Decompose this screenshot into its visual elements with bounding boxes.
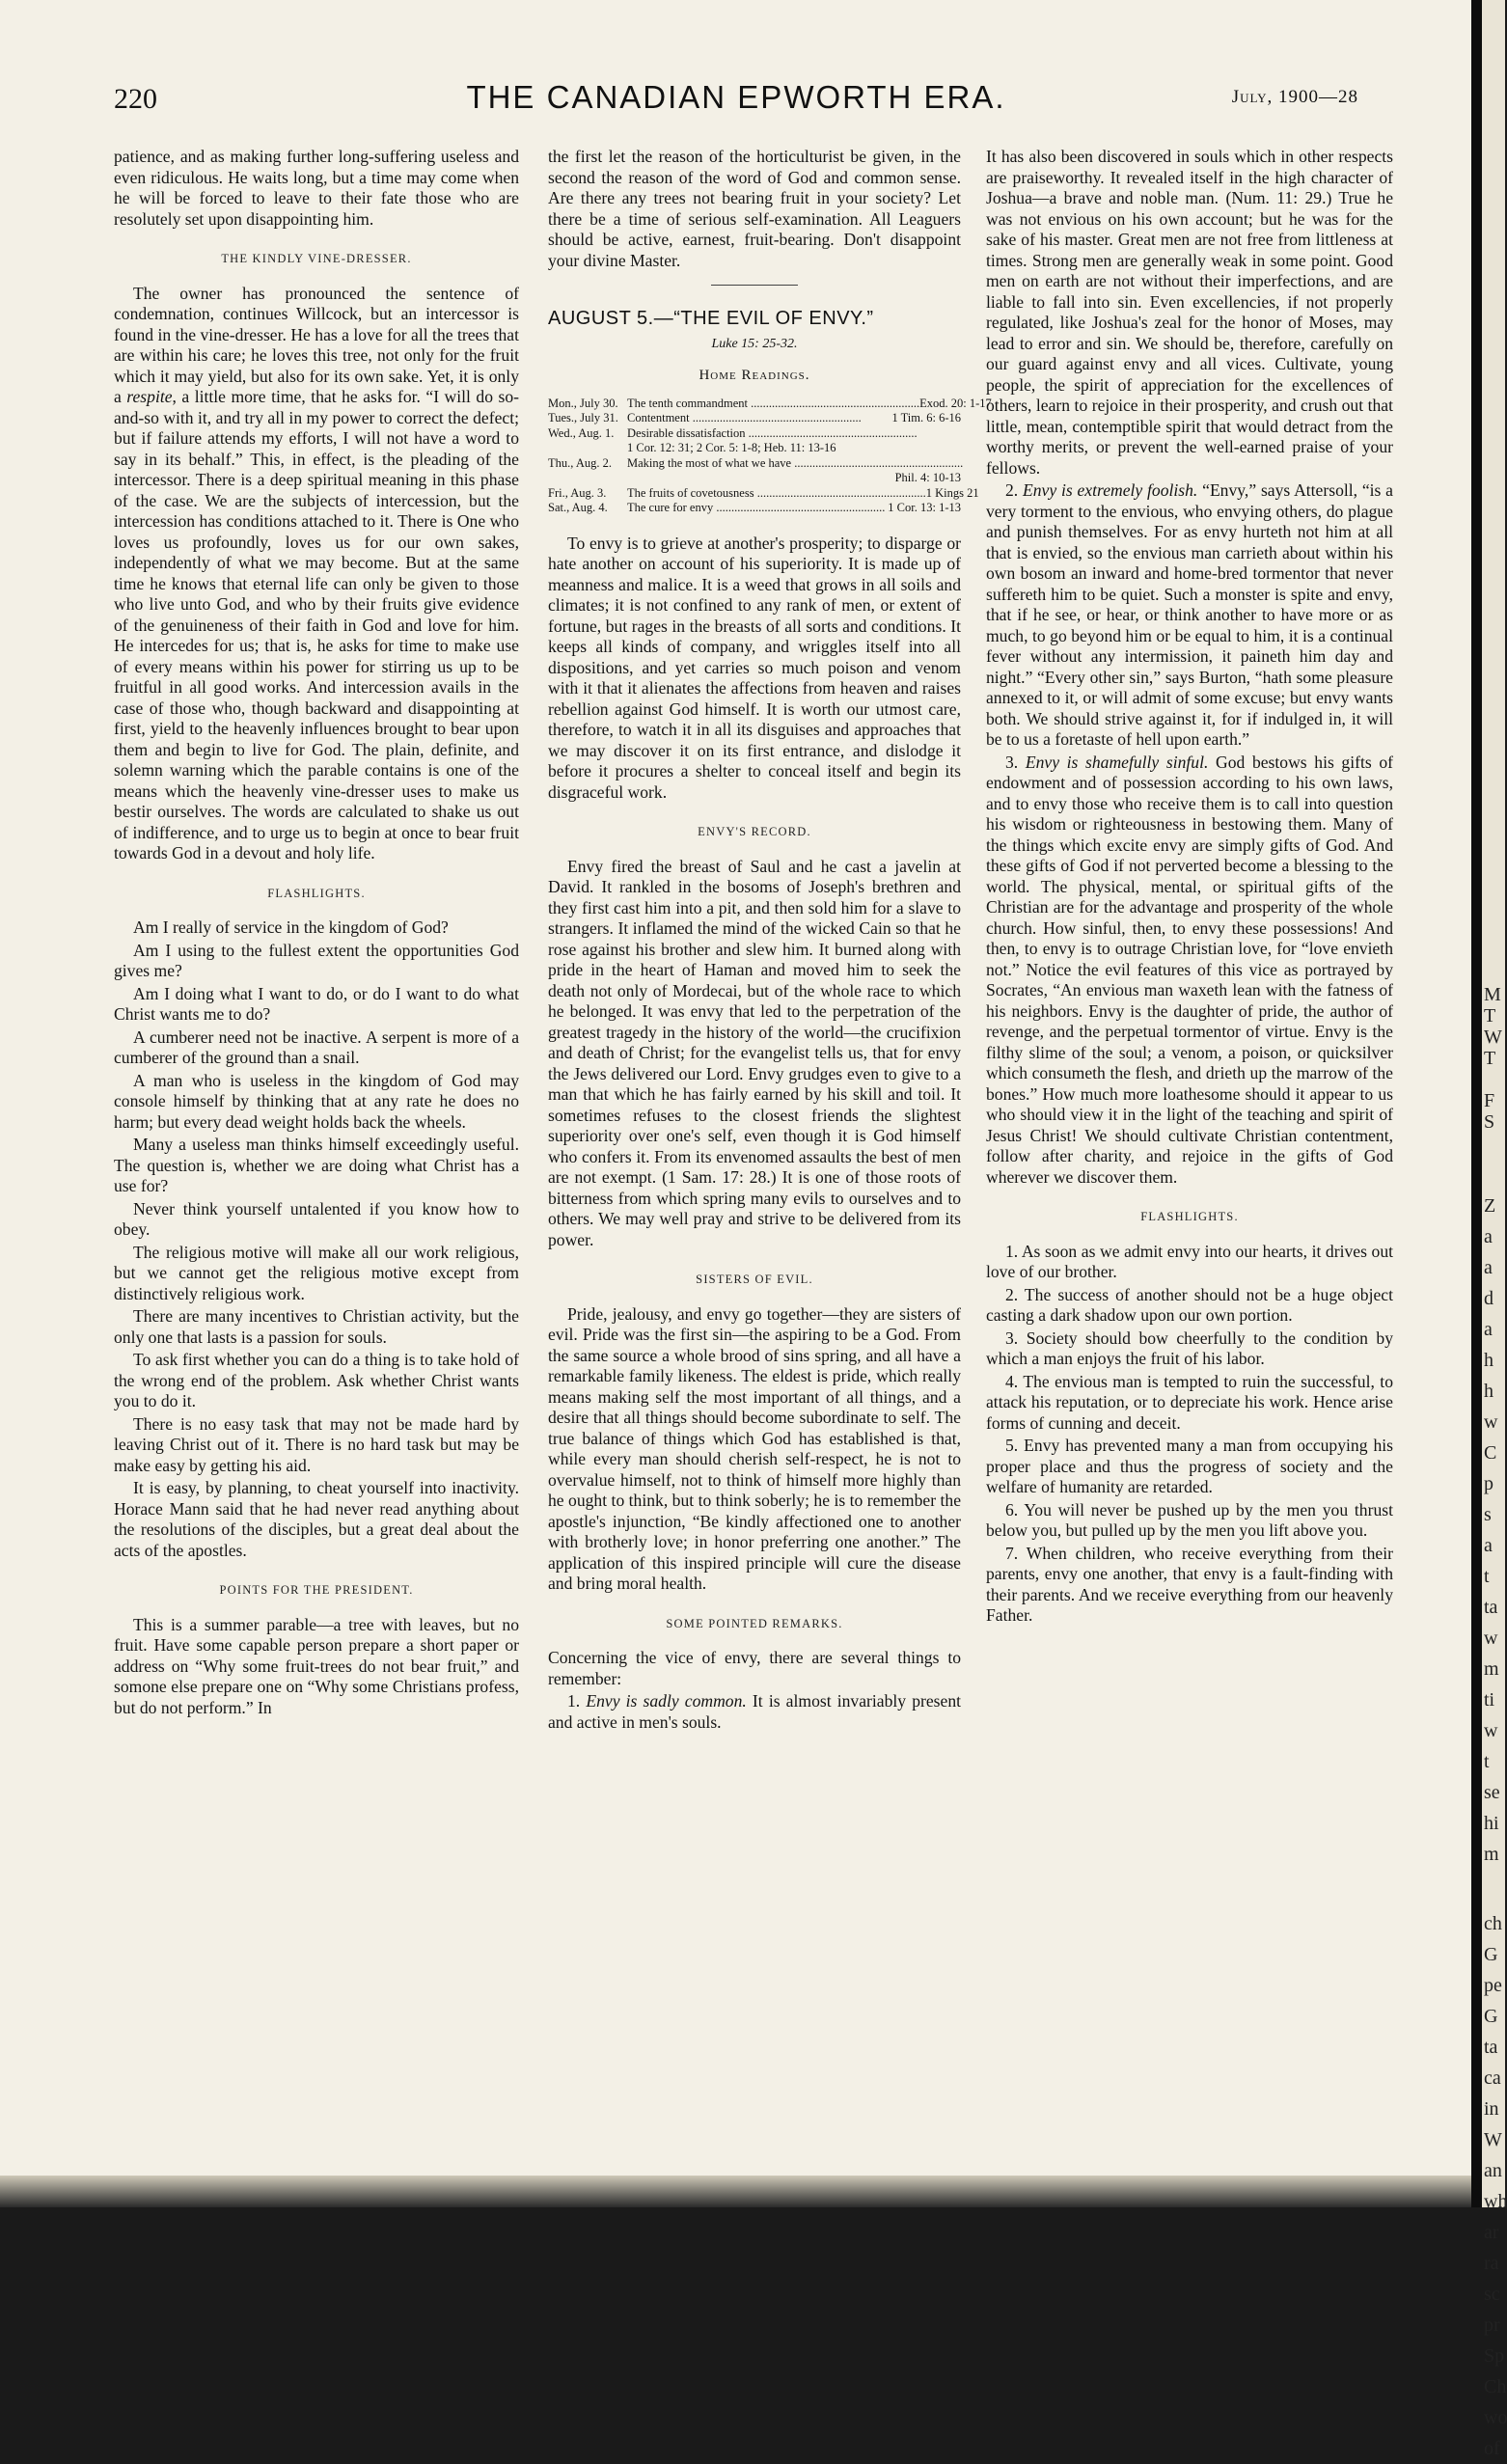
paragraph-remark-one: 1. Envy is sadly common. It is almost invariably present and active in men's souls. xyxy=(548,1691,961,1732)
section-heading-pointed-remarks: SOME POINTED REMARKS. xyxy=(666,1616,843,1630)
flashlight-item: There is no easy task that may not be made hard by leaving Christ out of it. There is no hard task but may be make easy by getting his aid. xyxy=(114,1413,519,1475)
paragraph-sisters-of-evil: Pride, jealousy, and envy go together—they are sisters of evil. Pride was the first sin—the aspiring to be a God. From the same source a whole brood of sins spring, and all have a remarkable family likeness. The eldest is pride, which really means making self the most important of all things, and a desire that all things should become subordinate to self. The true balance of things which God has established is that, while every man should cherish self-respect, he is not to overvalue himself, not to think of himself more highly than he ought to think, but to think soberly; he is to remember the apostle's injunction, “Be kindly affectioned one to another with brotherly love; in honor preferring one another.” The application of this inspired principle will cure the disease and bring moral health. xyxy=(548,1303,961,1593)
column-left xyxy=(114,147,519,1720)
flashlight-item: 2. The success of another should not be a huge object casting a dark shadow upon our own portion. xyxy=(986,1284,1393,1325)
flashlight-item: 4. The envious man is tempted to ruin the successful, to attack his reputation, or to depreciate his work. Hence arise forms of cunning and deceit. xyxy=(986,1371,1393,1433)
flashlight-item: It is easy, by planning, to cheat yourself into inactivity. Horace Mann said that he had never read anything about the resolutions of the disciples, but a great deal about the acts of the apostles. xyxy=(114,1478,519,1560)
section-heading-vine-dresser: THE KINDLY VINE-DRESSER. xyxy=(221,252,412,265)
section-heading-points-president: POINTS FOR THE PRESIDENT. xyxy=(219,1583,414,1597)
page-header xyxy=(114,75,1358,133)
issue-date: July, 1900—28 xyxy=(1231,87,1358,107)
paragraph-joshua: It has also been discovered in souls which in other respects are praiseworthy. It revealed itself in the high character of Joshua—a brave and noble man. (Num. 11: 29.) True he was not envious on his own account; but he was for the sake of his master. Great men are not free from littleness at times. Strong men are generally weak in some point. Good men on earth are not without their imperfections, and are liable to fall into sin. Even excellencies, if not properly regulated, like Joshua's zeal for the honor of Moses, may lead to error and sin. We should be, therefore, carefully on our guard against envy and all vices. Cultivate, young people, the spirit of appreciation for the excellences of others, learn to rejoice in their prosperity, and crush out that little, mean, contemptible spirit that would detract from the worthy merits, or prevent the well-earned praise of your fellows. xyxy=(986,147,1393,478)
flashlight-item: Am I doing what I want to do, or do I want to do what Christ wants me to do? xyxy=(114,983,519,1024)
flashlight-item: 3. Society should bow cheerfully to the condition by which a man enjoys the fruit of his labor. xyxy=(986,1328,1393,1368)
home-readings-heading: Home Readings. xyxy=(699,368,810,383)
flashlight-item: The religious motive will make all our work religious, but we cannot get the religious motive except from distinctively religious work. xyxy=(114,1242,519,1303)
paragraph-remark-two: 2. Envy is extremely foolish. “Envy,” says Attersoll, “is a very torment to the envious, who envying others, do plague and punish themselves. For as envy hurteth not him at all that is envied, so the envious man carrieth about within his own bosom an inward and home-bred tormentor that never suffereth him to be quiet. Such a monster is spite and envy, that if he see, or hear, or think another to have more or as much, to go beyond him or be equal to him, it is a continual fever without any intermission, it paineth him day and night.” “Every other sin,” says Burton, “hath some pleasure annexed to it, or will admit of some excuse; but envy wants both. We should strive against it, for if indulged in, it will be to us a foretaste of hell upon earth.” xyxy=(986,480,1393,749)
reading-row-continued: 1 Cor. 12: 31; 2 Cor. 5: 1-8; Heb. 11: 13-16 xyxy=(627,441,836,454)
divider-rule xyxy=(711,285,798,286)
reading-row: Thu., Aug. 2. Making the most of what we have ..... xyxy=(548,456,961,472)
section-heading-envys-record: ENVY'S RECORD. xyxy=(698,825,811,838)
section-heading-flashlights-two: FLASHLIGHTS. xyxy=(1140,1210,1239,1223)
paragraph-continued: the first let the reason of the horticulturist be given, in the second the reason of the word of God and common sense. Are there any trees not bearing fruit in your society? Let there be a time of serious self-examination. All Leaguers should be active, earnest, fruit-bearing. Don't disappoint your divine Master. xyxy=(548,147,961,270)
adjacent-page-fragment xyxy=(1482,0,1507,2459)
column-right xyxy=(986,147,1393,1629)
scripture-reference: Luke 15: 25-32. xyxy=(711,336,798,351)
flashlight-item: Am I using to the fullest extent the opportunities God gives me? xyxy=(114,940,519,980)
flashlight-item: Am I really of service in the kingdom of God? xyxy=(133,917,449,937)
adjacent-page-text: M T W T F S xyxy=(1484,984,1502,1133)
reading-row: Sat., Aug. 4. The cure for envy ..... 1 Cor. 13: 1-13 xyxy=(548,501,961,516)
adjacent-page-text: ch G pe G ta ca in W an wh ar ra sc pr Sp Ch wo of xyxy=(1484,1913,1507,2459)
flashlight-item: Many a useless man thinks himself exceedingly useful. The question is, whether we are doing what Christ has a use for? xyxy=(114,1135,519,1195)
section-heading-flashlights: FLASHLIGHTS. xyxy=(267,886,366,900)
reading-row: Tues., July 31. Contentment ..... 1 Tim. 6: 6-16 xyxy=(548,411,961,426)
flashlight-item: 7. When children, who receive everything from their parents, envy one another, that envy is a fault-finding with their parents. And we receive everything from our heavenly Father. xyxy=(986,1543,1393,1625)
paragraph-envys-record: Envy fired the breast of Saul and he cast a javelin at David. It rankled in the bosoms of Joseph's brethren and they first cast him into a pit, and then sold him for a slave to strangers. It inflamed the mind of the wicked Cain so that he rose against his brother and slew him. It burned along with pride in the heart of Haman and moved him to seek the death not only of Mordecai, but of the whole race to which he belonged. It was envy that led to the perpetration of the greatest tragedy in the history of the world—the crucifixion and death of Christ; for the evangelist tells us, that for envy the Jews delivered our Lord. Envy grudges even to give to a man that which he has fairly earned by his skill and toil. It sometimes refuses to the closest friends the slightest superiority over one's self, even though it is God himself who confers it. From its envenomed assaults the best of men are not exempt. (1 Sam. 17: 28.) It is one of those roots of bitterness from which spring many evils to ourselves and to others. We may well pray and strive to be delivered from its power. xyxy=(548,856,961,1249)
reading-row: Fri., Aug. 3. The fruits of covetousness ..... 1 Kings 21 xyxy=(548,486,961,502)
reading-row: Mon., July 30. The tenth commandment ..... Exod. 20: 1-17 xyxy=(548,397,961,412)
paragraph-remarks-intro: Concerning the vice of envy, there are several things to remember: xyxy=(548,1648,961,1688)
flashlight-item: A man who is useless in the kingdom of God may console himself by thinking that at any rate he does no harm; but every dead weight holds back the wheels. xyxy=(114,1070,519,1132)
home-readings-list xyxy=(548,396,992,516)
paragraph-points-president: This is a summer parable—a tree with leaves, but no fruit. Have some capable person prepare a short paper or address on “Why some fruit-trees do not bear fruit,” and somone else prepare one on “Why some Christians profess, but do not perform.” In xyxy=(114,1614,519,1717)
paragraph-intro: patience, and as making further long-suffering useless and even ridiculous. He waits long, but a time may come when he will be forced to leave to their fate those who are resolutely set upon disappointing him. xyxy=(114,147,519,229)
page-number: 220 xyxy=(114,83,157,115)
paragraph-vine-dresser: The owner has pronounced the sentence of condemnation, continues Willcock, but an intercessor is found in the vine-dresser. He has a love for all the trees that are within his care; he loves this tree, not only for the fruit which it may yield, but also for its own sake. Yet, it is only a respite, a little more time, that he asks for. “I will do so-and-so with it, and try all in my power to correct the defect; but if failure attends my efforts, I will not have a word to say in its behalf.” This, in effect, is the pleading of the intercessor. There is a deep spiritual meaning in this phase of the case. We are the subjects of intercession, but the intercession has conditions attached to it. There is One who loves us profoundly, loves us for our own sakes, independently of what we may become. But at the same time he knows that eternal life can only be given to those who live unto God, and who by their fruits give evidence of the genuineness of their faith in God and love for him. He intercedes for us; that is, he asks for time to make use of every means within his power for stirring us up to be fruitful in all good works. And intercession avails in the case of those who, though backward and disappointing at first, yield to the heavenly influences brought to bear upon them and begin to live for God. The plain, definite, and solemn warning which the parable contains is one of the means which the heavenly vine-dresser uses to make us bestir ourselves. The words are calculated to shake us out of indifference, and to urge us to begin at once to bear fruit towards God in a devout and holy life. xyxy=(114,283,519,862)
lesson-title: AUGUST 5.—“THE EVIL OF ENVY.” xyxy=(548,308,874,329)
paragraph-envy-definition: To envy is to grieve at another's prosperity; to disparge or hate another on account of his superiority. It is made up of meanness and malice. It is a weed that grows in all soils and climates; it is not confined to any rank of men, or extent of fortune, but rages in the breasts of all sorts and conditions. It keeps all kinds of company, and wriggles itself into all dispositions, and yet carries so much poison and venom with it that it alienates the affections from heaven and raises rebellion against God himself. It is worth our utmost care, therefore, to watch it in all its disguises and approaches that we may discover it on its first entrance, and dislodge it before it procures a shelter to conceal itself and begin its disgraceful work. xyxy=(548,533,961,802)
adjacent-page-text: Z a a d a h h w C p s a t ta w m ti w t se hi m xyxy=(1484,1195,1500,1865)
column-middle xyxy=(548,147,992,1735)
reading-row: Wed., Aug. 1. Desirable dissatisfaction ..... xyxy=(548,426,961,442)
flashlight-item: Never think yourself untalented if you know how to obey. xyxy=(114,1198,519,1239)
paragraph-remark-three: 3. Envy is shamefully sinful. God bestows his gifts of endowment and of possession according to his own laws, and to envy those who receive them is to call into question his wisdom or righteousness in bestowing them. Many of the things which excite envy are simply gifts of God. And these gifts of God if not perverted become a blessing to the world. The physical, mental, or spiritual gifts of the Christian are for the advantage and prosperity of the whole church. How sinful, then, to envy these possessions! And then, to envy is to outrage Christian love, for “love envieth not.” Notice the evil features of this vice as portrayed by Socrates, “An envious man waxeth lean with the fatness of his neighbors. Envy is the daughter of pride, the author of revenge, and the perpetual tormentor of virtue. Envy is the filthy slime of the soul; a venom, a poison, or quicksilver which consumeth the flesh, and drieth up the marrow of the bones.” How much more loathesome should it appear to us who should view it in the light of the teaching and spirit of Jesus Christ! We should cultivate Christian contentment, follow after charity, and rejoice in the gifts of God wherever we discover them. xyxy=(986,752,1394,1187)
flashlight-item: A cumberer need not be inactive. A serpent is more of a cumberer of the ground than a snail. xyxy=(114,1027,519,1067)
flashlight-item: 5. Envy has prevented many a man from occupying his proper place and thus the progress of society and the welfare of humanity are retarded. xyxy=(986,1436,1393,1496)
page-bottom-edge xyxy=(0,2176,1471,2207)
flashlight-item: There are many incentives to Christian activity, but the only one that lasts is a passion for souls. xyxy=(114,1306,519,1347)
reading-row-continued: Phil. 4: 10-13 xyxy=(894,471,961,484)
section-heading-sisters-of-evil: SISTERS OF EVIL. xyxy=(696,1273,813,1286)
emphasis-respite: respite xyxy=(126,387,173,406)
flashlight-item: 6. You will never be pushed up by the men you thrust below you, but pulled up by the men you lift above you. xyxy=(986,1499,1393,1540)
masthead-title: THE CANADIAN EPWORTH ERA. xyxy=(466,79,1006,115)
flashlight-item: 1. As soon as we admit envy into our hearts, it drives out love of our brother. xyxy=(986,1241,1393,1281)
flashlight-item: To ask first whether you can do a thing is to take hold of the wrong end of the problem. Ask whether Christ wants you to do it. xyxy=(114,1350,519,1410)
